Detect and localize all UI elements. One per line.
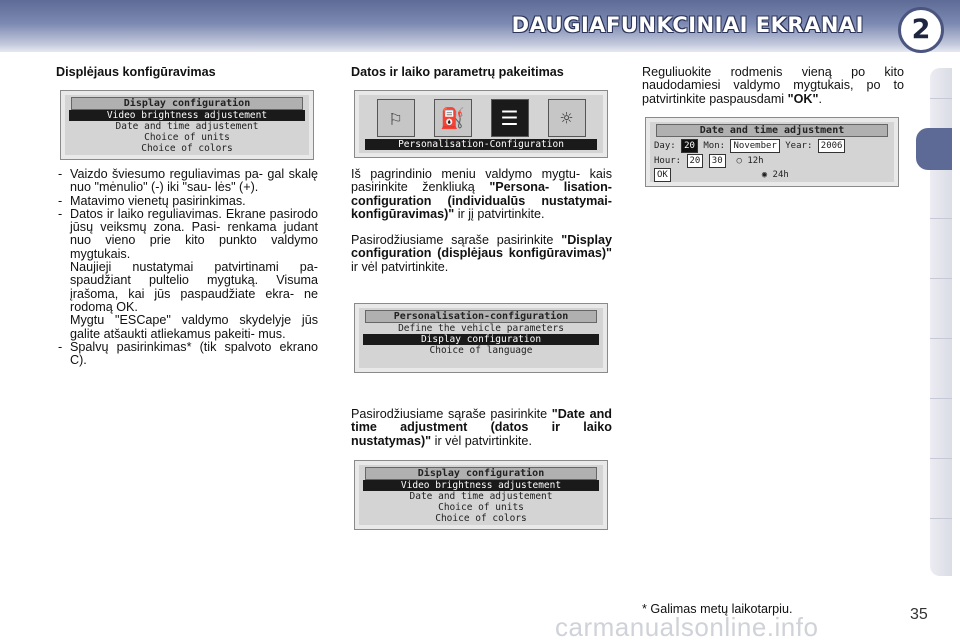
active-chapter-tab <box>916 128 952 170</box>
display-configuration-screen <box>354 460 608 530</box>
screen-menu-item: Display configuration <box>363 334 599 345</box>
minute-field: 30 <box>709 154 726 168</box>
time-row: Hour: 20 30 ○ 12h <box>654 156 764 166</box>
screen-title: Date and time adjustment <box>656 124 888 137</box>
map-icon: ⚐ <box>377 99 415 137</box>
screen-menu-item: Choice of colors <box>141 143 233 154</box>
sidebar-divider <box>930 278 952 279</box>
screen-menu-item: Video brightness adjustement <box>69 110 305 121</box>
screen-menu-item: Date and time adjustement <box>409 491 553 502</box>
screen-title: Display configuration <box>71 97 303 110</box>
radio-selected-icon: ◉ <box>761 170 768 180</box>
hour-field: 20 <box>687 154 704 168</box>
main-menu-screen <box>354 90 608 158</box>
screen-menu-item: Choice of units <box>438 502 524 513</box>
page-header <box>0 0 960 52</box>
chapter-number-badge: 2 <box>898 7 944 53</box>
instruction-text <box>351 168 612 287</box>
ok-field: OK <box>654 168 671 182</box>
settings-sliders-icon: ☰ <box>491 99 529 137</box>
sidebar-divider <box>930 218 952 219</box>
option-24h: 24h <box>772 170 789 180</box>
screen-menu-item: Date and time adjustement <box>115 121 259 132</box>
sidebar-divider <box>930 98 952 99</box>
option-12h: 12h <box>747 156 764 166</box>
instruction-text <box>351 408 612 461</box>
screen-title: Display configuration <box>365 467 597 480</box>
list-subparagraph: Mygtu "ESCape" valdymo skydelyje jūs galite atšaukti atliekamus pakeiti- mus. <box>70 313 318 341</box>
month-field: November <box>730 139 779 153</box>
section-heading: Displėjaus konfigūravimas <box>56 65 216 79</box>
date-time-adjustment-screen <box>645 117 899 187</box>
year-field: 2006 <box>818 139 846 153</box>
screen-selected-label: Personalisation-Configuration <box>365 139 597 150</box>
list-subparagraph: Naujieji nustatymai patvirtinami pa- spaudžiant pultelio mygtuką. Visuma įrašoma, kai jūs paspaudžiate ekra- ne rodomą OK. <box>70 260 318 314</box>
footnote: * Galimas metų laikotarpiu. <box>642 602 793 616</box>
radio-empty-icon: ○ <box>736 156 742 166</box>
personalisation-screen <box>354 303 608 373</box>
day-field: 20 <box>681 139 698 153</box>
paragraph: Pasirodžiusiame sąraše pasirinkite "Display configuration (displėjaus konfigūravimas)" ir vėl patvirtinkite. <box>351 233 612 274</box>
screen-menu-item: Choice of language <box>429 345 533 356</box>
sidebar-divider <box>930 458 952 459</box>
column-adjust-values <box>642 66 904 119</box>
watermark: carmanualsonline.info <box>555 612 819 642</box>
sidebar-divider <box>930 398 952 399</box>
column-display-configuration <box>56 66 318 92</box>
date-row: Day: 20 Mon: November Year: 2006 <box>650 137 894 153</box>
screen-menu-item: Define the vehicle parameters <box>398 323 564 334</box>
settings-list-block <box>56 168 318 367</box>
paragraph: Iš pagrindinio meniu valdymo mygtu- kais pasirinkite ženkliuką "Persona- lisation-configuration (individualūs nustatymai-konfigūravimas)" ir jį patvirtinkite. <box>351 167 613 221</box>
chapter-title: DAUGIAFUNKCINIAI EKRANAI <box>511 13 864 37</box>
sidebar-divider <box>930 338 952 339</box>
screen-menu-item: Choice of units <box>144 132 230 143</box>
paragraph: Pasirodžiusiame sąraše pasirinkite "Date and time adjustment (datos ir laiko nustatymas)" ir vėl patvirtinkite. <box>351 407 613 448</box>
display-configuration-screen <box>60 90 314 160</box>
page-number: 35 <box>910 606 928 623</box>
list-item: - Datos ir laiko reguliavimas. Ekrane pasirodo jūsų veiksmų zona. Pasi- renkama judant nuo vieno prie kito punkto valdymo mygtukais. <box>58 206 318 261</box>
ok-row <box>650 168 894 182</box>
fuel-pump-icon: ⛽ <box>434 99 472 137</box>
paragraph: Reguliuokite rodmenis vieną po kito naudodamiesi valdymo mygtukais, po to patvirtinkite paspausdami "OK". <box>642 65 904 106</box>
column-date-time-change <box>351 66 612 92</box>
list-item: - Spalvų pasirinkimas* (tik spalvoto ekrano C). <box>58 339 318 368</box>
settings-list <box>56 168 318 261</box>
list-item: - Vaizdo šviesumo reguliavimas pa- gal skalę nuo "mėnulio" (-) iki "sau- lės" (+). <box>58 167 318 195</box>
menu-icon-row <box>359 95 603 137</box>
sidebar-divider <box>930 518 952 519</box>
list-item: - Matavimo vienetų pasirinkimas. <box>58 193 246 208</box>
screen-title: Personalisation-configuration <box>365 310 597 323</box>
screen-menu-item: Video brightness adjustement <box>363 480 599 491</box>
screen-menu-item: Choice of colors <box>435 513 527 524</box>
sun-icon: ☼ <box>548 99 586 137</box>
section-heading: Datos ir laiko parametrų pakeitimas <box>351 65 564 79</box>
